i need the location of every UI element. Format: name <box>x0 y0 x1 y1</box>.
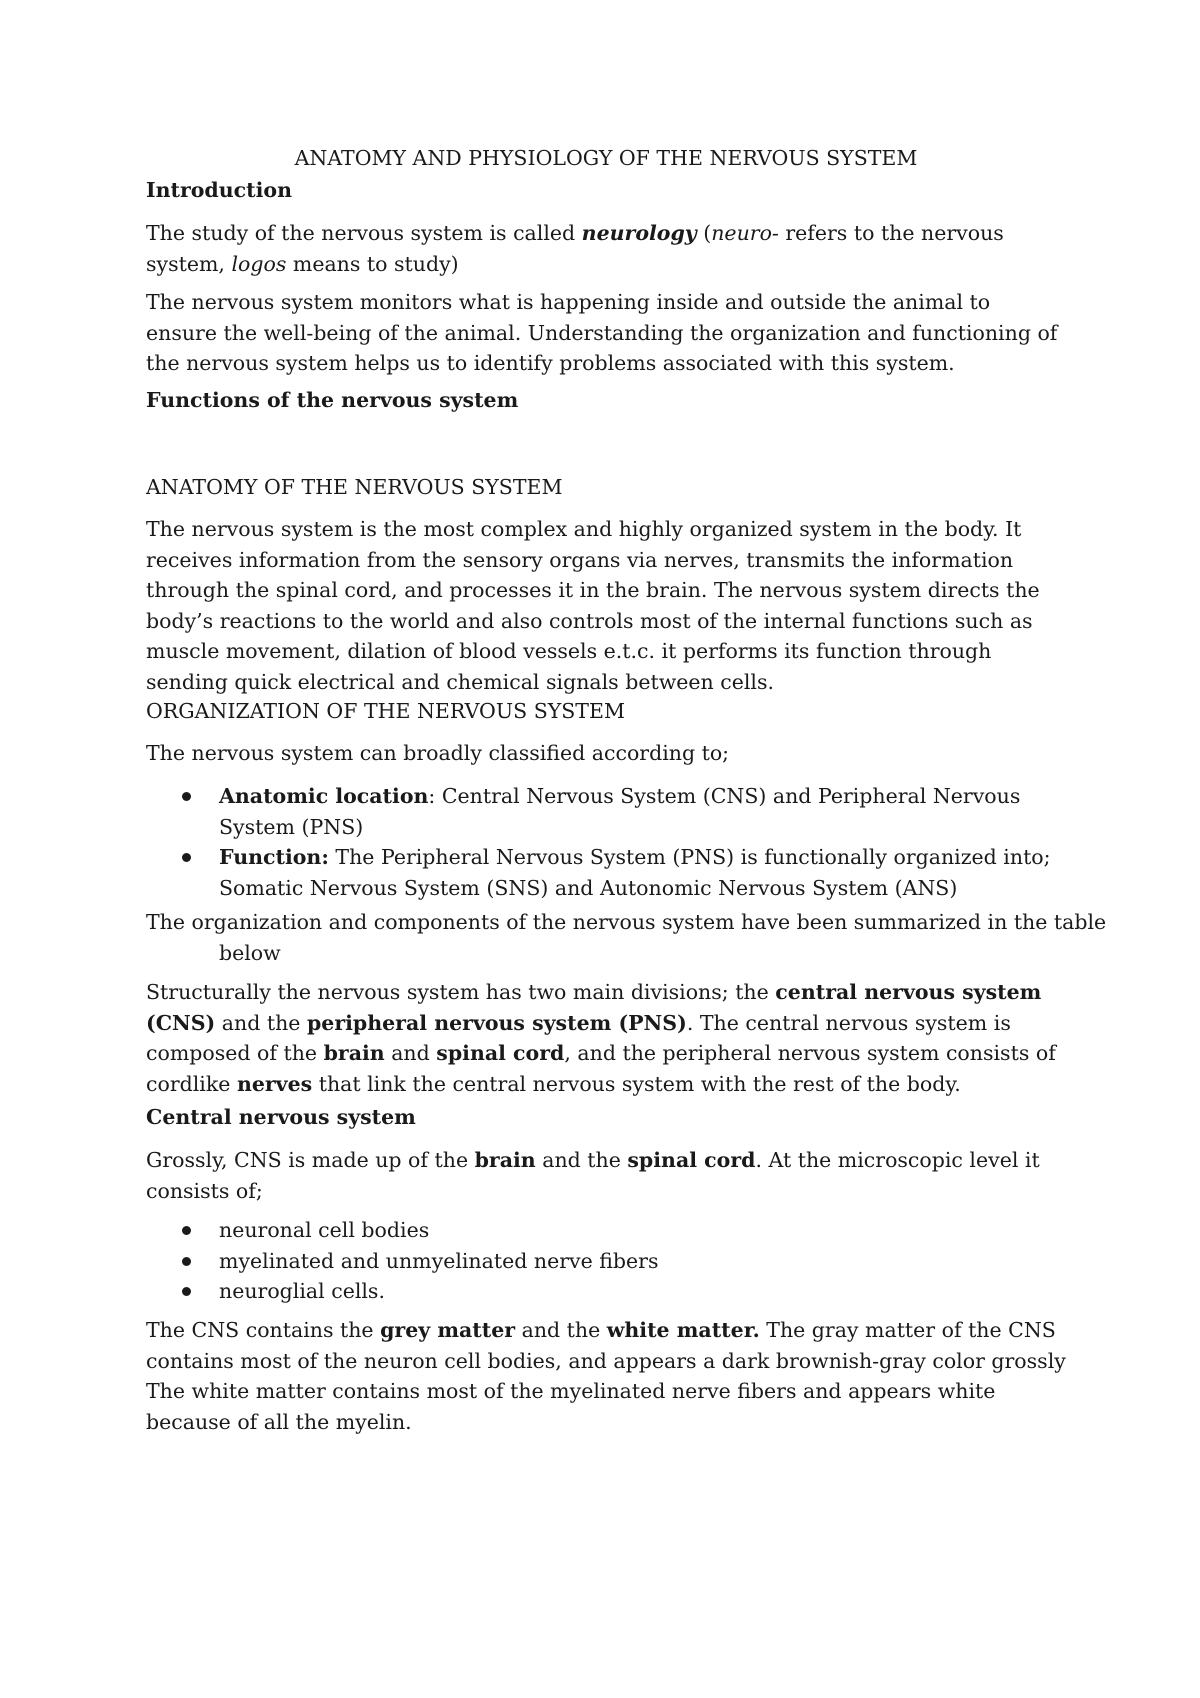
cns-paragraph <box>146 1145 1066 1206</box>
introduction-heading: Introduction <box>146 178 292 202</box>
bullet-label: Function: <box>219 845 329 869</box>
term-neurology: neurology <box>581 221 697 245</box>
text-run: and <box>384 1041 437 1065</box>
bullet-text: neuronal cell bodies <box>219 1218 430 1242</box>
bullet-label: Anatomic location <box>219 784 429 808</box>
matter-paragraph <box>146 1315 1066 1437</box>
text-run: The study of the nervous system is called <box>146 221 582 245</box>
text-run: , and the peripheral nervous system consists of cordlike <box>146 1041 1056 1096</box>
document-title: ANATOMY AND PHYSIOLOGY OF THE NERVOUS SYSTEM <box>294 146 918 170</box>
organization-list <box>146 781 1066 903</box>
text-run: that link the central nervous system with the rest of the body. <box>312 1071 961 1096</box>
list-item <box>146 781 1066 842</box>
text-run: refers to the nervous system, <box>146 221 1004 276</box>
text-run: and the <box>535 1148 628 1172</box>
text-run: : <box>428 784 442 808</box>
cns-components-list <box>146 1215 1066 1307</box>
term-brain: brain <box>474 1148 536 1172</box>
term-cns: central nervous system (CNS) <box>146 980 1042 1035</box>
intro-paragraph-1 <box>146 218 1066 279</box>
text-run: means to study) <box>286 251 459 276</box>
list-item <box>146 842 1066 903</box>
term-grey-matter: grey matter <box>380 1318 516 1342</box>
bullet-text: The Peripheral Nervous System (PNS) is functionally organized into; Somatic Nervous System (SNS) and Autonomic Nervous System (ANS) <box>219 845 1051 900</box>
organization-paragraph: The nervous system can broadly classified according to; <box>146 741 730 765</box>
term-nerves: nerves <box>236 1071 313 1096</box>
bullet-text: myelinated and unmyelinated nerve fibers <box>219 1248 659 1273</box>
text-run: and the <box>215 1010 307 1035</box>
organization-heading: ORGANIZATION OF THE NERVOUS SYSTEM <box>146 699 625 723</box>
term-pns: peripheral nervous system (PNS) <box>306 1010 687 1035</box>
table-note-paragraph: The organization and components of the nervous system have been summarized in the table below <box>146 910 1107 965</box>
bullet-icon <box>182 853 191 862</box>
term-white-matter: white matter. <box>606 1318 760 1342</box>
text-run: . The central nervous system is composed of the <box>146 1010 1011 1065</box>
bullet-icon <box>182 792 191 801</box>
text-run: The gray matter of the CNS contains most of the neuron cell bodies, and appears a dark brownish-gray color grossly The white matter contains most of the myelinated nerve fibers and appears white because of all the myelin. <box>146 1318 1066 1434</box>
list-item <box>146 1215 1066 1246</box>
term-brain: brain <box>323 1041 385 1065</box>
term-spinal-cord: spinal cord <box>627 1148 756 1172</box>
list-item <box>146 1246 1066 1277</box>
bullet-icon <box>182 1226 191 1235</box>
bullet-text: Central Nervous System (CNS) and Peripheral Nervous System (PNS) <box>219 784 1021 839</box>
cns-heading: Central nervous system <box>146 1105 416 1129</box>
structure-paragraph <box>146 977 1066 1099</box>
intro-paragraph-2: The nervous system monitors what is happening inside and outside the animal to ensure the well-being of the animal. Understanding the organization and functioning of the nervous system helps us to identify problems associated with this system. <box>146 290 1058 375</box>
functions-heading: Functions of the nervous system <box>146 388 519 412</box>
bullet-icon <box>182 1287 191 1296</box>
term-logos: logos <box>231 251 287 276</box>
term-spinal-cord: spinal cord <box>436 1041 565 1065</box>
anatomy-paragraph: The nervous system is the most complex and highly organized system in the body. It receives information from the sensory organs via nerves, transmits the information through the spinal cord, and processes it in the brain. The nervous system directs the body’s reactions to the world and also controls most of the internal functions such as muscle movement, dilation of blood vessels e.t.c. it performs its function through sending quick electrical and chemical signals between cells. <box>146 517 1040 694</box>
list-item <box>146 1276 1066 1307</box>
text-run: and the <box>515 1318 607 1342</box>
bullet-text: neuroglial cells. <box>219 1279 385 1303</box>
text-run: Structurally the nervous system has two main divisions; the <box>146 980 776 1004</box>
anatomy-heading: ANATOMY OF THE NERVOUS SYSTEM <box>146 475 563 499</box>
text-run: The CNS contains the <box>146 1318 381 1342</box>
text-run: Grossly, CNS is made up of the <box>146 1148 475 1172</box>
text-run: . At the microscopic level it consists of; <box>146 1148 1040 1203</box>
bullet-icon <box>182 1257 191 1266</box>
term-neuro: neuro- <box>711 221 779 245</box>
text-run: ( <box>696 221 712 245</box>
